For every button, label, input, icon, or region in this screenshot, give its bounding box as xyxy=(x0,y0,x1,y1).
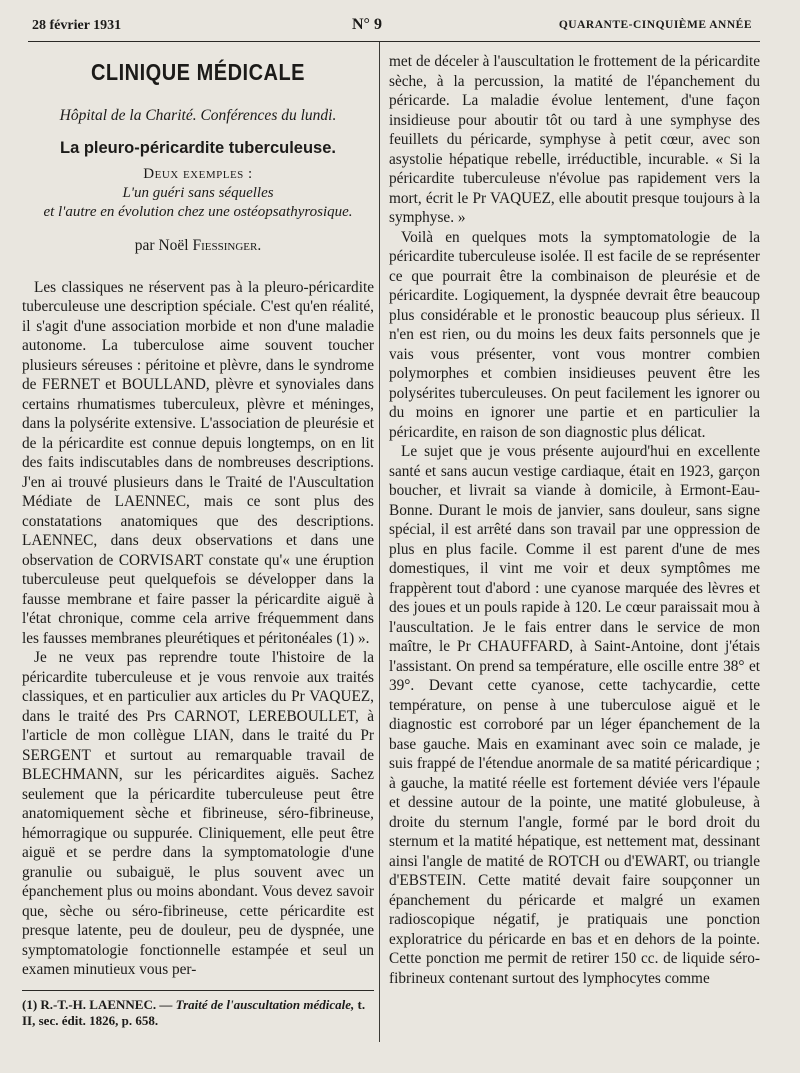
footnote-number: (1) xyxy=(22,996,38,1012)
footnote-title: Traité de l'auscultation médicale, xyxy=(175,996,355,1012)
paragraph: Le sujet que je vous présente aujourd'hui en excellente santé et sans aucun vestige cardiaque, était en 1923, garçon boucher, et livrait sa viande à domicile, à Ermont-Eau-Bonne. Durant le mois de janvier, sans douleur, sans signe spécial, il est arrêté dans son travail par une oppression de plus en plus facile. Comme il est parent d'une de mes domestiques, il vint me voir et deux symptômes me frappèrent tout d'abord : une cyanose marquée des lèvres et des joues et un pouls rapide à 120. Le cœur paraissait mou à l'auscultation. Je le fais entrer dans le service de mon maître, le Pr CHAUFFARD, à Saint-Antoine, dont j'étais l'assistant. On prend sa température, elle oscille entre 38° et 39°. Devant cette cyanose, cette tachycardie, cette température, on pense à une tuberculose aiguë et le diagnostic est corroboré par un léger épanchement de la base gauche. Mais en examinant avec soin ce malade, je suis frappé de l'étendue anormale de sa matité péricardique ; à gauche, la matité réelle est fortement déviée vers l'épaule et dessine autour de la pointe, une matité globuleuse, à droite du sternum l'angle, formé par le bord droit du sternum et la matité hépatique, est nettement mat, dessinant ainsi l'angle de matité de ROTCH ou d'EWART, ou triangle d'EBSTEIN. Cette matité devait faire soupçonner un épanchement du péricarde et malgré un examen radioscopique négatif, je pratiquais une ponction exploratrice du péricarde en bas et en dehors de la pointe. Cette ponction me permit de retirer 150 cc. de liquide séro-fibrineux contenant surtout des lymphocytes comme xyxy=(389,443,760,987)
footnote xyxy=(22,997,374,1029)
left-column xyxy=(22,52,374,1029)
footnote-rest: t. II, sec. édit. 1826, p. 658. xyxy=(22,996,366,1028)
examples-line-1: L'un guéri sans séquelles xyxy=(122,185,274,201)
examples-line-2: et l'autre en évolution chez une ostéopsathyrosique. xyxy=(43,204,353,220)
examples-heading: Deux exemples : xyxy=(143,165,253,182)
footnote-rule xyxy=(22,990,374,991)
author-prefix: par Noël xyxy=(134,237,189,254)
lecture-title: La pleuro-péricardite tuberculeuse. xyxy=(60,139,336,157)
right-column xyxy=(389,52,760,988)
column-rule xyxy=(379,42,380,1042)
issue-date: 28 février 1931 xyxy=(32,18,122,33)
running-head xyxy=(32,14,752,38)
section-title: CLINIQUE MÉDICALE xyxy=(90,60,306,86)
header-rule xyxy=(28,41,760,42)
footnote-author: R.-T.-H. LAENNEC. — xyxy=(40,996,173,1012)
issue-number: N° 9 xyxy=(352,16,382,33)
venue-line: Hôpital de la Charité. Conférences du lundi. xyxy=(59,106,337,124)
volume-year: QUARANTE-CINQUIÈME ANNÉE xyxy=(558,19,752,31)
paragraph: Les classiques ne réservent pas à la pleuro-péricardite tuberculeuse une description spéciale. C'est qu'en réalité, il s'agit d'une association morbide et non d'une maladie autonome. La tuberculose aime souvent toucher plusieurs séreuses : péritoine et plèvre, dans le syndrome de FERNET et BOULLAND, plèvre et synoviales dans certains rhumatismes tuberculeux, plèvre et méninges, dans la polysérite extensive. L'association de pleurésie et de la péricardite est connue depuis longtemps, on en lit des faits indiscutables dans de nombreuses descriptions. J'en ai trouvé plusieurs dans le Traité de l'Auscultation Médiate de LAENNEC, mais ce sont plus des constatations anatomiques que des descriptions. LAENNEC, dans deux observations et dans une observation de CORVISART constate qu'« une éruption tuberculeuse peut quelquefois se développer dans la fausse membrane et faire passer la péricardite aiguë à l'état chronique, comme cela arrive fréquemment dans les fausses membranes pleurétiques et péritonéales (1) ». xyxy=(22,278,374,647)
author-name: Fiessinger. xyxy=(192,237,262,254)
author-line xyxy=(22,236,374,256)
paragraph: met de déceler à l'auscultation le frottement de la péricardite sèche, à la percussion, la matité de l'épanchement du péricarde. La maladie évolue lentement, d'une façon insidieuse pour aboutir tôt ou tard à une symphyse des feuillets du péricarde, symphyse à petit cœur, avec son asystolie hépatique rebelle, irréductible, incurable. « Si la péricardite tuberculeuse n'évolue pas rapidement vers la mort, écrit le Pr VAQUEZ, elle aboutit presque toujours à la symphyse. » xyxy=(389,53,760,226)
paragraph: Voilà en quelques mots la symptomatologie de la péricardite tuberculeuse isolée. Il est facile de se représenter ce que pourrait être la combinaison de pleurésie et de péricardite. Logiquement, la dyspnée devrait être beaucoup plus considérable et le pronostic beaucoup plus sérieux. Il n'en est rien, ou du moins les deux faits personnels que je vais vous présenter, vont vous montrer combien polymorphes et combien insidieuses peuvent être les polysérites tuberculeuses. On peut facilement les ignorer ou du moins en ignorer une partie et en particulier la péricardite, en raison de son diagnostic plus délicat. xyxy=(389,228,760,441)
paragraph: Je ne veux pas reprendre toute l'histoire de la péricardite tuberculeuse et je vous renvoie aux traités classiques, et en particulier aux articles du Pr VAQUEZ, dans le traité des Prs CARNOT, LEREBOULLET, à l'article de mon collègue LIAN, dans le traité du Pr SERGENT et surtout au remarquable travail de BLECHMANN, sur les péricardites aiguës. Sachez seulement que la péricardite tuberculeuse peut être anatomiquement sèche et fibrineuse, séro-fibrineuse, hémorragique ou suppurée. Cliniquement, elle peut être aiguë et se perdre dans la symptomatologie d'une granulie ou subaiguë, le plus souvent avec un épanchement plus ou moins abondant. Vous devez savoir que, sèche ou séro-fibrineuse, cette péricardite est presque latente, peu de douleur, peu de dyspnée, une symptomatologie fonctionnelle estampée et seul un examen minutieux vous per- xyxy=(22,649,374,978)
